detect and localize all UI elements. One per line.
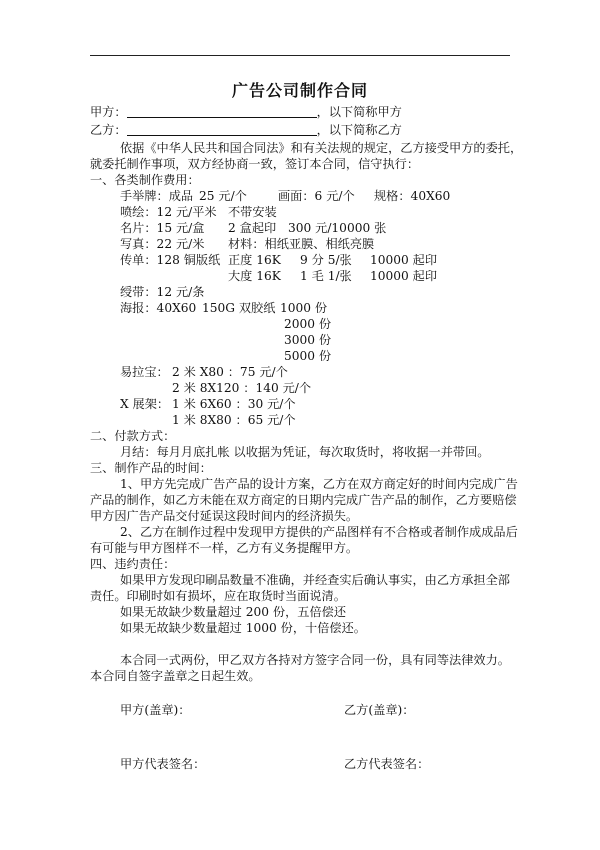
party-b-representative[interactable]: 乙方代表签名： xyxy=(344,757,430,771)
header-rule xyxy=(90,55,510,56)
poster-qty-2: 2000 份 xyxy=(284,317,332,331)
party-a-representative[interactable]: 甲方代表签名： xyxy=(120,757,206,771)
poster-qty-3: 3000 份 xyxy=(284,333,332,347)
document-title: 广告公司制作合同 xyxy=(231,81,368,100)
spray-note: 不带安装 xyxy=(228,205,277,219)
section4-heading: 四、违约责任： xyxy=(90,557,176,571)
party-a-blank[interactable] xyxy=(127,105,317,118)
intro-line-2: 就委托制作事项，双方经协商一致，签订本合同，信守执行： xyxy=(90,157,420,171)
party-b-label: 乙方： xyxy=(90,123,127,137)
section2-text: 月结：每月月底扎帐 以收据为凭证，每次取货时，将收据一并带回。 xyxy=(120,445,490,459)
party-a-suffix: ，以下简称甲方 xyxy=(316,105,402,119)
poster-paper: 150G 双胶纸 xyxy=(202,301,276,315)
flyer-price-2: 1 毛 1/张 xyxy=(300,269,352,283)
card-label: 名片：15 元/盒 xyxy=(120,221,205,235)
party-b-blank[interactable] xyxy=(127,123,317,136)
section4-p1-line-1: 如果甲方发现印刷品数量不准确，并经查实后确认事实，由乙方承担全部 xyxy=(120,573,510,587)
party-b-line xyxy=(90,122,402,138)
hand-sign-label: 手举牌：成品 xyxy=(120,189,194,203)
penalty-1000: 如果无故缺少数量超过 1000 份，十倍偿还。 xyxy=(120,621,366,635)
section4-p1-line-2: 责任。印刷时如有损坏，应在取货时当面说清。 xyxy=(90,589,346,603)
easy-rack-label: 易拉宝： xyxy=(120,365,169,379)
party-a-line xyxy=(90,104,402,120)
card-min: 2 盒起印 xyxy=(228,221,277,235)
party-a-seal[interactable]: 甲方(盖章)： xyxy=(120,703,191,717)
easy-rack-row-1: 2 米 X80 ：75 元/个 xyxy=(172,365,288,379)
section2-heading: 二、付款方式： xyxy=(90,429,176,443)
section3-heading: 三、制作产品的时间： xyxy=(90,461,212,475)
hand-sign-price: 25 元/个 xyxy=(199,189,247,203)
section3-p1-line-3: 甲方因广告产品交付延误这段时间内的经济损失。 xyxy=(90,509,359,523)
spray-label: 喷绘：12 元/平米 xyxy=(120,205,217,219)
poster-qty-1: 1000 份 xyxy=(280,301,328,315)
party-b-suffix: ，以下简称乙方 xyxy=(316,123,402,137)
hand-sign-size: 规格：40X60 xyxy=(374,189,451,203)
poster-qty-4: 5000 份 xyxy=(284,349,332,363)
flyer-size-1: 正度 16K xyxy=(228,253,281,267)
poster-label: 海报：40X60 xyxy=(120,301,197,315)
intro-line-1: 依据《中华人民共和国合同法》和有关法规的规定，乙方接受甲方的委托， xyxy=(120,141,523,155)
photo-material: 材料：相纸亚膜、相纸亮膜 xyxy=(228,237,375,251)
x-rack-label: X 展架： xyxy=(120,397,170,411)
section3-p1-line-1: 1、甲方先完成广告产品的设计方案，乙方在双方商定好的时间内完成广告 xyxy=(120,477,518,491)
flyer-label: 传单：128 铜版纸 xyxy=(120,253,221,267)
closing-line-1: 本合同一式两份，甲乙双方各持对方签字合同一份，具有同等法律效力。 xyxy=(120,653,510,667)
photo-label: 写真：22 元/米 xyxy=(120,237,205,251)
easy-rack-row-2: 2 米 8X120 ：140 元/个 xyxy=(172,381,312,395)
hand-sign-face: 画面：6 元/个 xyxy=(278,189,355,203)
party-b-seal[interactable]: 乙方(盖章)： xyxy=(344,703,415,717)
flyer-size-2: 大度 16K xyxy=(228,269,281,283)
section3-p2-line-2: 有可能与甲方图样不一样，乙方有义务提醒甲方。 xyxy=(90,541,359,555)
card-bulk: 300 元/10000 张 xyxy=(288,221,387,235)
section1-heading: 一、各类制作费用： xyxy=(90,173,200,187)
x-rack-row-2: 1 米 8X80 ：65 元/个 xyxy=(172,413,296,427)
ribbon-label: 绶带：12 元/条 xyxy=(120,285,205,299)
party-a-label: 甲方： xyxy=(90,105,127,119)
penalty-200: 如果无故缺少数量超过 200 份，五倍偿还 xyxy=(120,605,347,619)
flyer-qty-2: 10000 起印 xyxy=(370,269,438,283)
flyer-price-1: 9 分 5/张 xyxy=(300,253,352,267)
x-rack-row-1: 1 米 6X60 ：30 元/个 xyxy=(172,397,296,411)
section3-p1-line-2: 产品的制作，如乙方未能在双方商定的日期内完成广告产品的制作，乙方要赔偿 xyxy=(90,493,517,507)
closing-line-2: 本合同自签字盖章之日起生效。 xyxy=(90,669,261,683)
flyer-qty-1: 10000 起印 xyxy=(370,253,438,267)
section3-p2-line-1: 2、乙方在制作过程中发现甲方提供的产品图样有不合格或者制作成成品后 xyxy=(120,525,518,539)
